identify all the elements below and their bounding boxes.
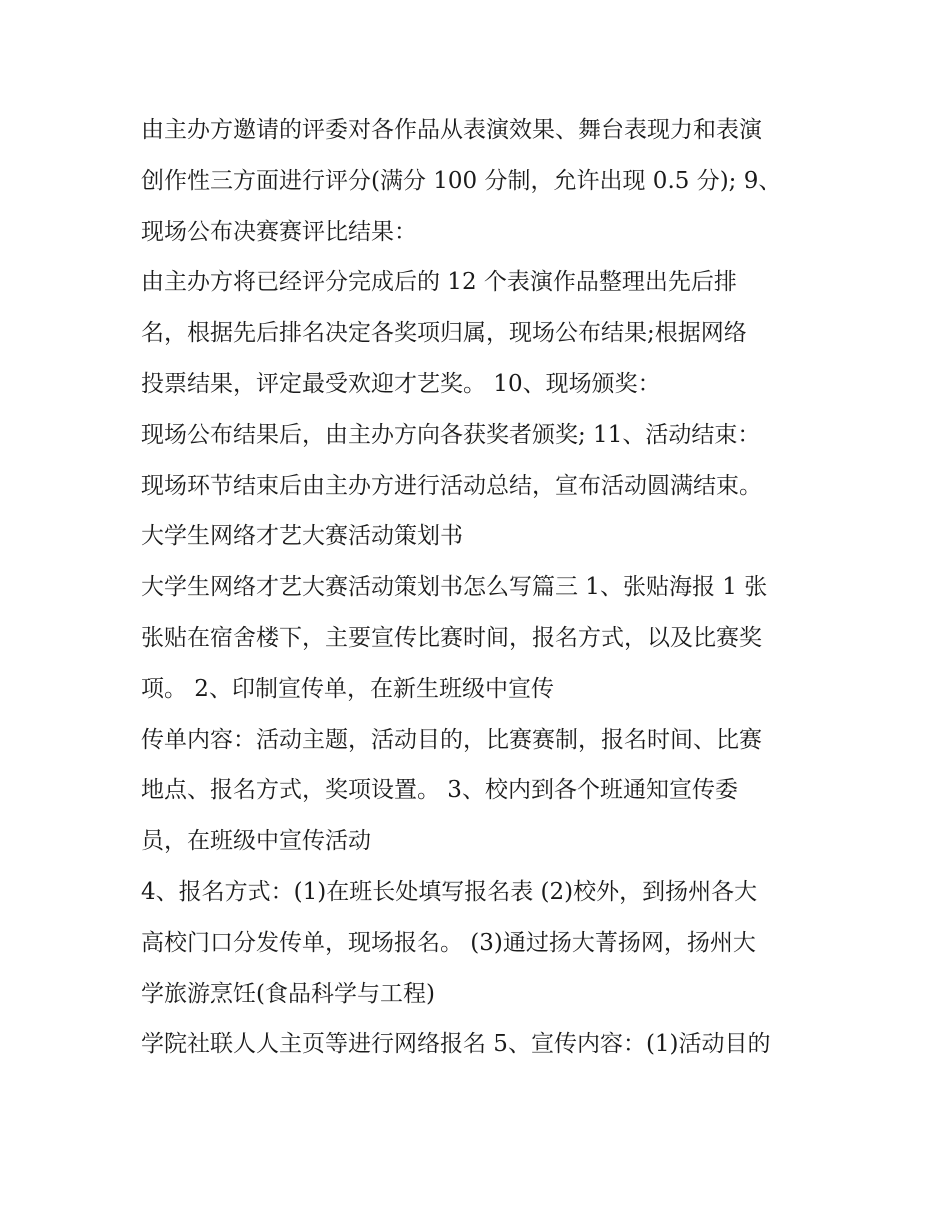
text-line: 名，根据先后排名决定各奖项归属，现场公布结果;根据网络 (141, 320, 747, 347)
text-line: 现场公布决赛赛评比结果： (141, 218, 417, 245)
document-body (141, 105, 821, 1070)
text-line: 现场公布结果后，由主办方向各获奖者颁奖; 11、活动结束： (141, 421, 761, 448)
text-line: 投票结果，评定最受欢迎才艺奖。 10、现场颁奖： (141, 370, 661, 397)
text-line: 现场环节结束后由主办方进行活动总结，宣布活动圆满结束。 (141, 472, 762, 499)
text-line: 地点、报名方式，奖项设置。 3、校内到各个班通知宣传委 (141, 777, 738, 804)
text-line: 学旅游烹饪(食品科学与工程) (141, 980, 435, 1007)
text-line: 学院社联人人主页等进行网络报名 5、宣传内容：(1)活动目的 (141, 1031, 771, 1058)
text-line: 4、报名方式：(1)在班长处填写报名表 (2)校外，到扬州各大 (141, 878, 758, 905)
text-line: 由主办方将已经评分完成后的 12 个表演作品整理出先后排 (141, 269, 737, 296)
text-line: 创作性三方面进行评分(满分 100 分制，允许出现 0.5 分); 9、 (141, 167, 782, 194)
text-line: 传单内容：活动主题，活动目的，比赛赛制，报名时间、比赛 (141, 726, 762, 753)
text-line: 张贴在宿舍楼下，主要宣传比赛时间，报名方式，以及比赛奖 (141, 624, 762, 651)
text-line: 员，在班级中宣传活动 (141, 828, 371, 855)
text-line: 大学生网络才艺大赛活动策划书怎么写篇三 1、张贴海报 1 张 (141, 574, 768, 601)
text-line: 项。 2、印制宣传单，在新生班级中宣传 (141, 675, 554, 702)
text-line: 由主办方邀请的评委对各作品从表演效果、舞台表现力和表演 (141, 117, 762, 143)
text-line: 高校门口分发传单，现场报名。 (3)通过扬大菁扬网，扬州大 (141, 929, 756, 956)
section-heading: 大学生网络才艺大赛活动策划书 (141, 523, 463, 550)
